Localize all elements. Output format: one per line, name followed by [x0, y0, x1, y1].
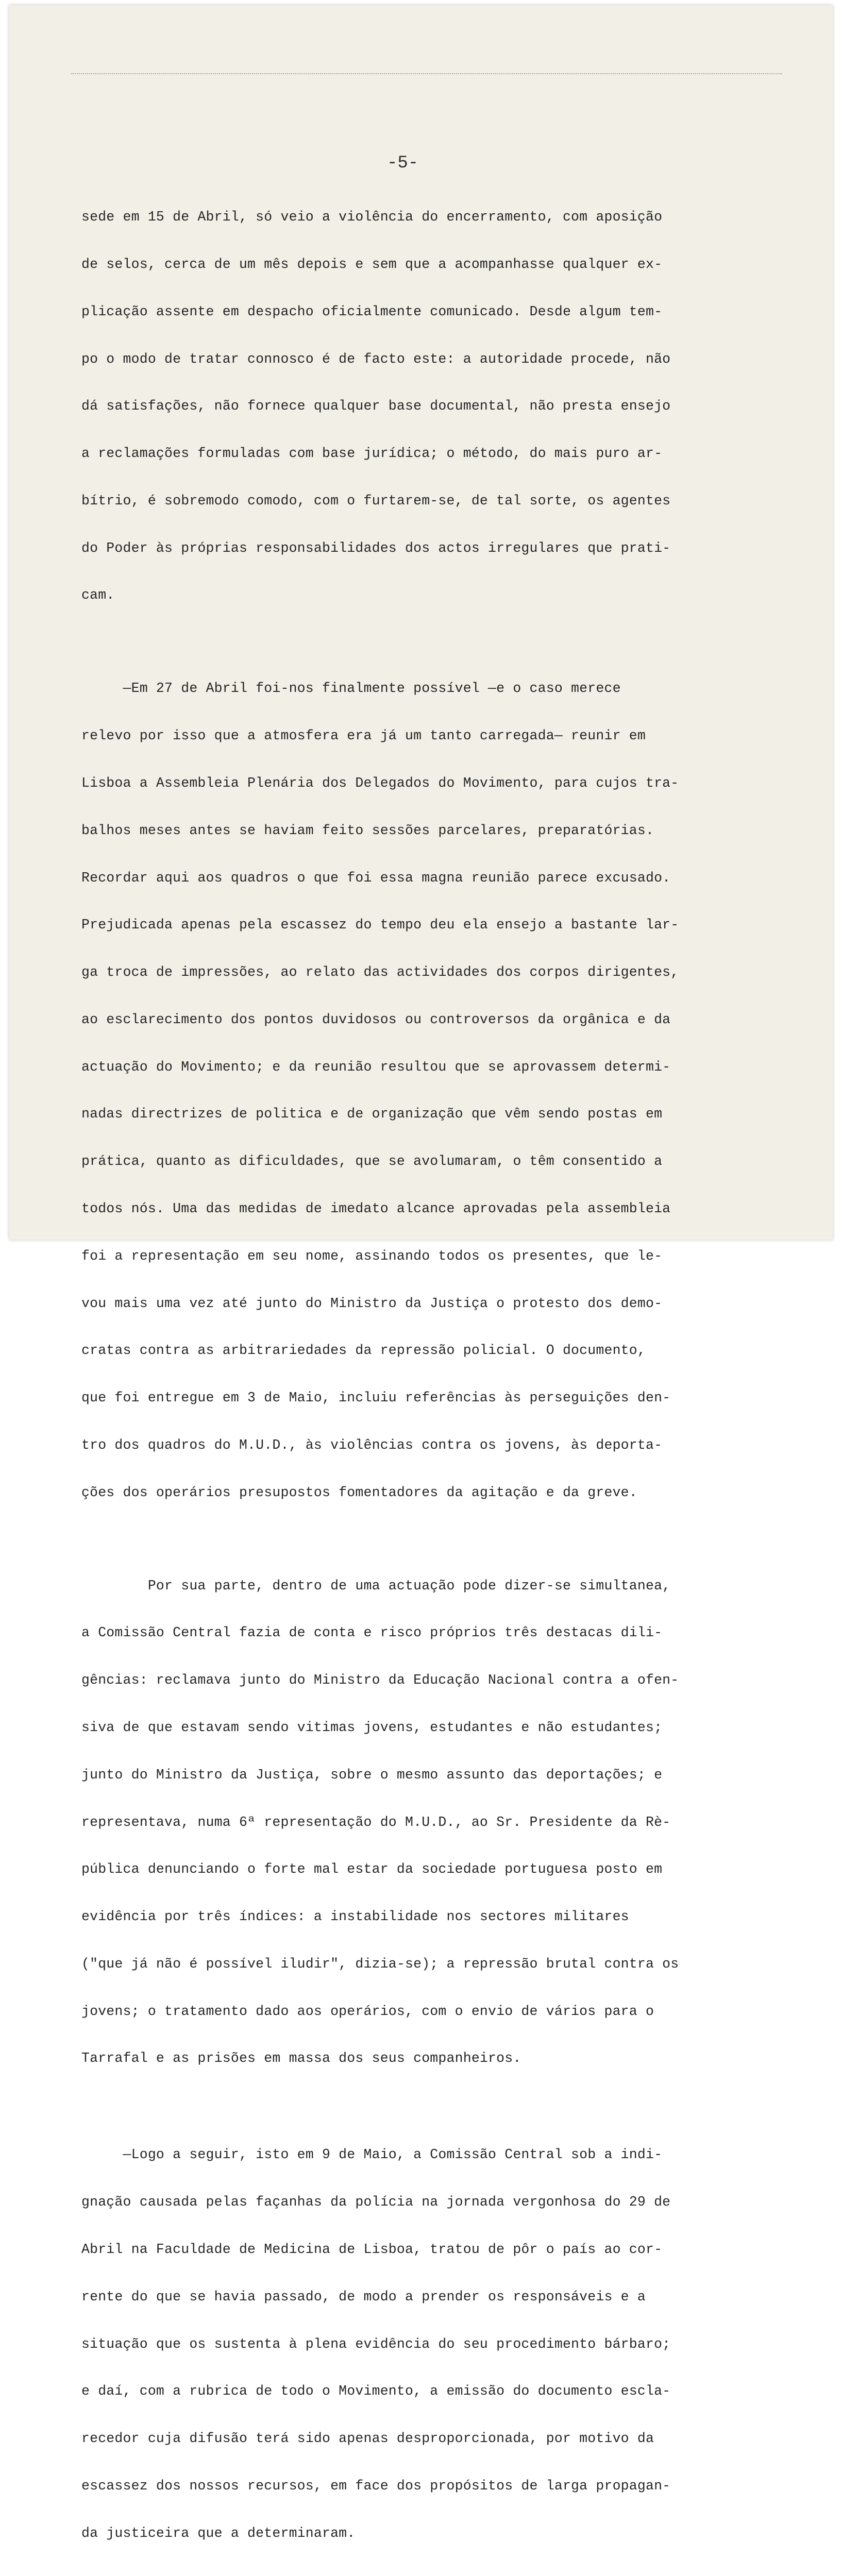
- text-line: de selos, cerca de um mês depois e sem que a acompanhasse qualquer ex-: [81, 256, 663, 272]
- text-line: Por sua parte, dentro de uma actuação pode dizer-se simultanea,: [81, 1578, 671, 1594]
- text-line: bítrio, é sobremodo comodo, com o furtarem-se, de tal sorte, os agentes: [81, 493, 671, 509]
- text-line: gências: reclamava junto do Ministro da Educação Nacional contra a ofen-: [81, 1672, 679, 1688]
- text-line: junto do Ministro da Justiça, sobre o mesmo assunto das deportações; e: [81, 1767, 663, 1783]
- text-line: foi a representação em seu nome, assinando todos os presentes, que le-: [81, 1248, 663, 1264]
- paragraph-3: [81, 1546, 782, 2098]
- text-line: e daí, com a rubrica de todo o Movimento, a emissão do documento escla-: [81, 2383, 671, 2399]
- text-line: ao esclarecimento dos pontos duvidosos ou controversos da orgânica e da: [81, 1011, 671, 1027]
- text-line: situação que os sustenta à plena evidência do seu procedimento bárbaro;: [81, 2336, 671, 2352]
- paragraph-1: [81, 178, 782, 635]
- text-line: prática, quanto as dificuldades, que se avolumaram, o têm consentido a: [81, 1154, 663, 1170]
- text-line: evidência por três índices: a instabilidade nos sectores militares: [81, 1909, 629, 1925]
- text-line: Prejudicada apenas pela escassez do tempo deu ela ensejo a bastante lar-: [81, 917, 679, 933]
- text-line: nadas directrizes de politica e de organização que vêm sendo postas em: [81, 1106, 663, 1122]
- text-line: vou mais uma vez até junto do Ministro da Justiça o protesto dos demo-: [81, 1295, 663, 1311]
- text-line: cratas contra as arbitrariedades da repressão policial. O documento,: [81, 1343, 646, 1359]
- text-line: po o modo de tratar connosco é de facto este: a autoridade procede, não: [81, 351, 671, 367]
- text-line: que foi entregue em 3 de Maio, incluiu referências às perseguições den-: [81, 1390, 671, 1406]
- text-line: jovens; o tratamento dado aos operários, com o envio de vários para o: [81, 2003, 654, 2019]
- dotted-rule: [71, 73, 782, 74]
- paragraph-2: [81, 649, 782, 1532]
- text-line: cam.: [81, 587, 115, 603]
- text-line: da justiceira que a determinaram.: [81, 2525, 356, 2541]
- text-line: ções dos operários presupostos fomentadores da agitação e da greve.: [81, 1484, 637, 1500]
- text-line: —Logo a seguir, isto em 9 de Maio, a Comissão Central sob a indi-: [81, 2147, 663, 2163]
- page-number: -5-: [387, 154, 419, 173]
- text-line: todos nós. Uma das medidas de imedato alcance aprovadas pela assembleia: [81, 1201, 671, 1216]
- text-line: Abril na Faculdade de Medicina de Lisboa, tratou de pôr o país ao cor-: [81, 2242, 663, 2257]
- text-line: Tarrafal e as prisões em massa dos seus companheiros.: [81, 2050, 521, 2066]
- text-line: plicação assente em despacho oficialmente comunicado. Desde algum tem-: [81, 303, 663, 319]
- text-line: —Em 27 de Abril foi-nos finalmente possível —e o caso merece: [81, 681, 621, 697]
- text-line: Lisboa a Assembleia Plenária dos Delegados do Movimento, para cujos tra-: [81, 775, 679, 791]
- text-line: escassez dos nossos recursos, em face dos propósitos de larga propagan-: [81, 2478, 671, 2494]
- text-line: siva de que estavam sendo vitimas jovens, estudantes e não estudantes;: [81, 1720, 663, 1735]
- paragraph-4: [81, 2115, 782, 2572]
- text-line: tro dos quadros do M.U.D., às violências contra os jovens, às deporta-: [81, 1437, 663, 1453]
- text-line: do Poder às próprias responsabilidades dos actos irregulares que prati-: [81, 540, 671, 556]
- text-line: representava, numa 6ª representação do M.U.D., ao Sr. Presidente da Rè-: [81, 1814, 671, 1830]
- text-line: relevo por isso que a atmosfera era já um tanto carregada— reunir em: [81, 728, 646, 744]
- text-line: ("que já não é possível iludir", dizia-se); a repressão brutal contra os: [81, 1956, 679, 1972]
- text-line: ga troca de impressões, ao relato das actividades dos corpos dirigentes,: [81, 964, 679, 980]
- text-line: sede em 15 de Abril, só veio a violência do encerramento, com aposição: [81, 209, 663, 225]
- text-line: pública denunciando o forte mal estar da sociedade portuguesa posto em: [81, 1861, 663, 1877]
- typed-page: [9, 5, 833, 2541]
- text-line: rente do que se havia passado, de modo a prender os responsáveis e a: [81, 2289, 646, 2304]
- text-line: recedor cuja difusão terá sido apenas desproporcionada, por motivo da: [81, 2431, 654, 2447]
- document-body: [81, 178, 782, 2576]
- text-line: dá satisfações, não fornece qualquer base documental, não presta ensejo: [81, 398, 671, 414]
- text-line: actuação do Movimento; e da reunião resultou que se aprovassem determi-: [81, 1059, 671, 1075]
- text-line: a reclamações formuladas com base jurídica; o método, do mais puro ar-: [81, 446, 663, 462]
- text-line: Recordar aqui aos quadros o que foi essa magna reunião parece excusado.: [81, 870, 671, 886]
- text-line: a Comissão Central fazia de conta e risco próprios três destacas dili-: [81, 1625, 663, 1641]
- text-line: balhos meses antes se haviam feito sessões parcelares, preparatórias.: [81, 822, 654, 838]
- text-line: gnação causada pelas façanhas da polícia na jornada vergonhosa do 29 de: [81, 2194, 671, 2210]
